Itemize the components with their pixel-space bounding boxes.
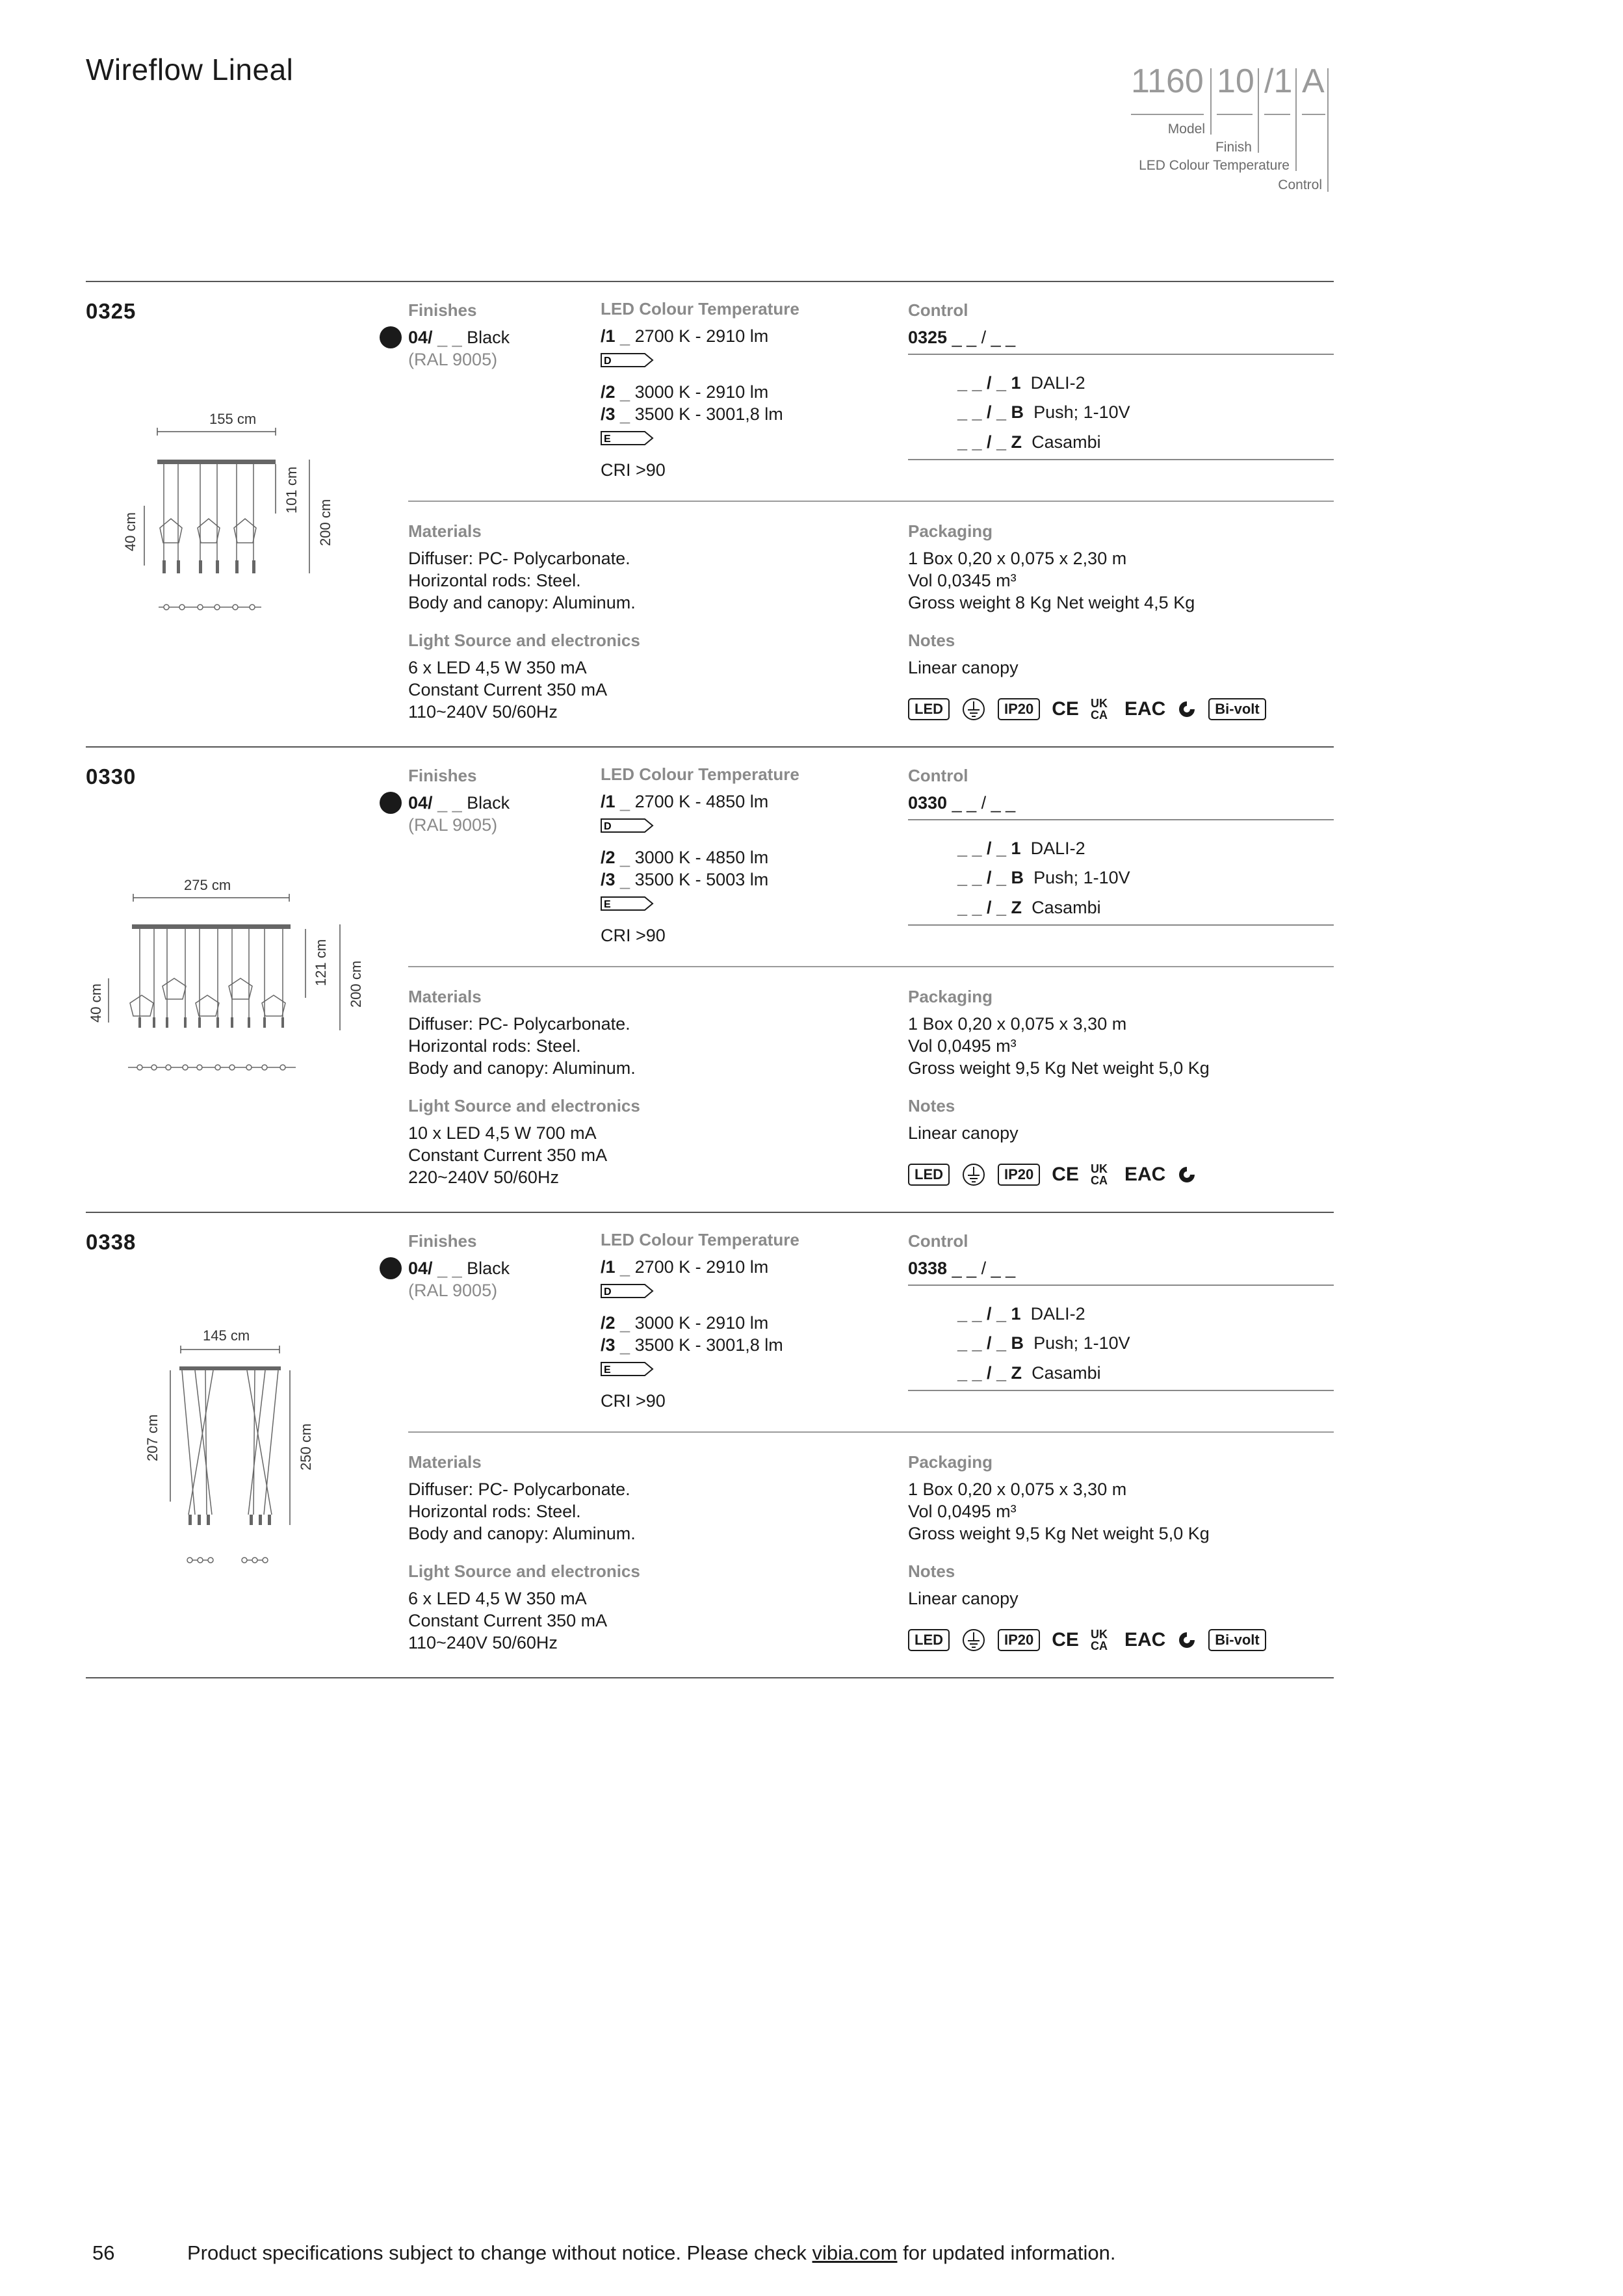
ukca-mark-icon: UK CA [1090, 697, 1108, 722]
legend-underline [1131, 114, 1204, 115]
packaging-line: Vol 0,0345 m³ [908, 571, 1017, 590]
footer-text: for updated information. [897, 2241, 1116, 2264]
finish-code: 04/ [408, 793, 433, 813]
finish-option [408, 792, 510, 814]
ip-rating-badge: IP20 [998, 1629, 1040, 1651]
control-option [957, 1362, 1101, 1384]
packaging-header: Packaging [908, 987, 993, 1006]
temp-code: /2 [601, 382, 616, 402]
control-option [957, 401, 1130, 423]
temp-value: 3000 K - 4850 lm [634, 848, 769, 867]
eac-mark-icon: EAC [1124, 698, 1166, 720]
light-source-line: Constant Current 350 mA [408, 680, 608, 699]
temp-code: /3 [601, 404, 616, 424]
control-code: 0330 [908, 793, 948, 813]
finish-ral: (RAL 9005) [408, 1281, 498, 1300]
energy-class: D [604, 356, 612, 367]
subsection-divider [408, 501, 1334, 502]
control-option-code: _ _ / _ Z [957, 432, 1022, 452]
control-option-label: Casambi [1032, 1363, 1101, 1383]
packaging-line: Gross weight 8 Kg Net weight 4,5 Kg [908, 593, 1195, 612]
led-badge: LED [908, 1164, 950, 1186]
temp-option-3: /3 _ 3500 K - 3001,8 lm [601, 404, 783, 424]
temp-value: 2700 K - 2910 lm [634, 1257, 769, 1277]
ip-rating-badge: IP20 [998, 698, 1040, 720]
finish-option [408, 326, 510, 348]
legend-divider [1327, 68, 1329, 192]
packaging-header: Packaging [908, 1452, 993, 1472]
temp-code: /1 [601, 326, 616, 346]
earth-ground-icon [961, 697, 986, 722]
drawing-width-label: 155 cm [209, 411, 257, 427]
led-temp-header: LED Colour Temperature [601, 764, 799, 784]
packaging-line: 1 Box 0,20 x 0,075 x 2,30 m [908, 549, 1127, 568]
product-drawing [117, 410, 403, 618]
drawing-right-label: 200 cm [348, 960, 364, 1008]
light-source-line: 110~240V 50/60Hz [408, 1633, 558, 1652]
energy-class: E [604, 434, 611, 445]
control-header: Control [908, 1231, 968, 1251]
packaging-line: 1 Box 0,20 x 0,075 x 3,30 m [908, 1480, 1127, 1499]
control-option-label: Casambi [1032, 432, 1101, 452]
recycling-leaf-icon [1177, 1165, 1197, 1184]
section-divider [86, 281, 1334, 282]
temp-option-1: /1 _ 2700 K - 2910 lm [601, 1257, 769, 1277]
cri-value: CRI >90 [601, 460, 666, 480]
temp-code: /2 [601, 848, 616, 867]
section-divider [86, 1212, 1334, 1213]
energy-class-label [601, 1284, 654, 1298]
control-option-label: Push; 1-10V [1033, 1333, 1130, 1353]
materials-line: Horizontal rods: Steel. [408, 1502, 581, 1521]
product-code: 0330 [86, 764, 136, 789]
energy-class: D [604, 1286, 612, 1298]
control-option [957, 837, 1085, 859]
light-source-line: 110~240V 50/60Hz [408, 702, 558, 722]
finish-ral: (RAL 9005) [408, 815, 498, 835]
control-option-label: DALI-2 [1030, 839, 1085, 858]
legend-underline [1217, 114, 1253, 115]
control-option-code: _ _ / _ 1 [957, 373, 1021, 393]
light-source-header: Light Source and electronics [408, 1096, 640, 1115]
control-code-row [908, 326, 1015, 348]
drawing-left-label: 40 cm [122, 512, 138, 551]
temp-option-2: /2 _ 3000 K - 2910 lm [601, 1313, 769, 1333]
notes-text: Linear canopy [908, 1123, 1019, 1143]
section-divider [86, 1677, 1334, 1678]
control-option-label: Push; 1-10V [1033, 402, 1130, 422]
ip-rating-badge: IP20 [998, 1164, 1040, 1186]
materials-line: Diffuser: PC- Polycarbonate. [408, 549, 630, 568]
control-code: 0325 [908, 328, 948, 347]
energy-class-label [601, 896, 654, 911]
control-divider [908, 819, 1334, 820]
finish-name: Black [467, 328, 510, 347]
temp-code: /3 [601, 1335, 616, 1355]
code-legend [1105, 62, 1339, 198]
energy-class-label [601, 1362, 654, 1376]
ce-mark-icon: CE [1052, 1164, 1079, 1185]
control-option [957, 896, 1101, 919]
legend-divider [1210, 68, 1212, 135]
finish-option [408, 1257, 510, 1279]
recycling-leaf-icon [1177, 1630, 1197, 1650]
packaging-line: Vol 0,0495 m³ [908, 1502, 1017, 1521]
temp-option-2: /2 _ 3000 K - 4850 lm [601, 848, 769, 867]
control-divider [908, 924, 1334, 926]
control-divider [908, 459, 1334, 460]
temp-value: 3000 K - 2910 lm [634, 382, 769, 402]
legend-temp-label: LED Colour Temperature [1139, 158, 1290, 173]
energy-class: E [604, 1364, 611, 1376]
legend-control-code: A [1302, 62, 1325, 100]
light-source-line: 6 x LED 4,5 W 350 mA [408, 1589, 587, 1608]
legend-underline [1264, 114, 1290, 115]
control-code: 0338 [908, 1259, 948, 1278]
temp-value: 2700 K - 4850 lm [634, 792, 769, 811]
light-source-line: 10 x LED 4,5 W 700 mA [408, 1123, 597, 1143]
materials-header: Materials [408, 521, 482, 541]
control-option-code: _ _ / _ Z [957, 898, 1022, 917]
bi-volt-badge: Bi-volt [1208, 698, 1266, 720]
footer-text: Product specifications subject to change without notice. Please check [187, 2241, 812, 2264]
materials-line: Diffuser: PC- Polycarbonate. [408, 1480, 630, 1499]
control-divider [908, 1285, 1334, 1286]
footer-link[interactable]: vibia.com [812, 2241, 898, 2264]
control-divider [908, 354, 1334, 355]
materials-line: Horizontal rods: Steel. [408, 571, 581, 590]
packaging-line: Gross weight 9,5 Kg Net weight 5,0 Kg [908, 1058, 1210, 1078]
packaging-header: Packaging [908, 521, 993, 541]
temp-code: /2 [601, 1313, 616, 1333]
energy-class: E [604, 899, 611, 910]
temp-option-2: /2 _ 3000 K - 2910 lm [601, 382, 769, 402]
ce-mark-icon: CE [1052, 1629, 1079, 1650]
packaging-line: 1 Box 0,20 x 0,075 x 3,30 m [908, 1014, 1127, 1034]
earth-ground-icon [961, 1628, 986, 1652]
notes-text: Linear canopy [908, 658, 1019, 677]
control-option-label: DALI-2 [1030, 1304, 1085, 1324]
temp-value: 3500 K - 3001,8 lm [634, 1335, 783, 1355]
temp-value: 3000 K - 2910 lm [634, 1313, 769, 1333]
eac-mark-icon: EAC [1124, 1164, 1166, 1185]
finish-blank: _ _ [437, 793, 462, 813]
temp-code: /1 [601, 792, 616, 811]
legend-temp-code: /1 [1264, 62, 1293, 100]
product-drawing [130, 1320, 338, 1580]
certification-icons [908, 696, 1266, 722]
control-option [957, 1303, 1085, 1325]
control-option [957, 372, 1085, 394]
temp-code: /3 [601, 870, 616, 889]
led-badge: LED [908, 698, 950, 720]
packaging-line: Vol 0,0495 m³ [908, 1036, 1017, 1056]
temp-option-1: /1 _ 2700 K - 2910 lm [601, 326, 769, 346]
led-badge: LED [908, 1629, 950, 1651]
energy-class: D [604, 821, 612, 832]
control-option-label: Push; 1-10V [1033, 868, 1130, 887]
control-code-row [908, 1257, 1015, 1279]
energy-class-label [601, 431, 654, 445]
legend-finish-code: 10 [1217, 62, 1254, 100]
legend-model-label: Model [1167, 122, 1205, 137]
finishes-header: Finishes [408, 300, 477, 320]
materials-header: Materials [408, 987, 482, 1006]
temp-option-3: /3 _ 3500 K - 3001,8 lm [601, 1335, 783, 1355]
led-temp-header: LED Colour Temperature [601, 299, 799, 319]
materials-line: Body and canopy: Aluminum. [408, 593, 636, 612]
notes-header: Notes [908, 631, 955, 650]
drawing-left-label: 207 cm [144, 1414, 161, 1461]
drawing-width-label: 275 cm [184, 877, 231, 893]
light-source-line: 220~240V 50/60Hz [408, 1168, 559, 1187]
finish-code: 04/ [408, 328, 433, 347]
finish-swatch-black [380, 1257, 402, 1279]
legend-control-label: Control [1278, 177, 1322, 192]
drawing-mid-label: 101 cm [283, 466, 300, 514]
drawing-right-label: 200 cm [317, 499, 333, 546]
ce-mark-icon: CE [1052, 698, 1079, 720]
finishes-header: Finishes [408, 766, 477, 785]
materials-line: Body and canopy: Aluminum. [408, 1524, 636, 1543]
finish-blank: _ _ [437, 1259, 462, 1278]
certification-icons [908, 1627, 1266, 1653]
finishes-header: Finishes [408, 1231, 477, 1251]
control-header: Control [908, 300, 968, 320]
control-option-code: _ _ / _ Z [957, 1363, 1022, 1383]
drawing-left-label: 40 cm [88, 984, 104, 1023]
bi-volt-badge: Bi-volt [1208, 1629, 1266, 1651]
page-number: 56 [92, 2241, 115, 2264]
control-option-code: _ _ / _ 1 [957, 839, 1021, 858]
earth-ground-icon [961, 1162, 986, 1187]
control-option-code: _ _ / _ 1 [957, 1304, 1021, 1324]
light-source-header: Light Source and electronics [408, 631, 640, 650]
materials-line: Horizontal rods: Steel. [408, 1036, 581, 1056]
materials-line: Diffuser: PC- Polycarbonate. [408, 1014, 630, 1034]
control-option [957, 1332, 1130, 1354]
legend-divider [1258, 68, 1259, 153]
finish-name: Black [467, 1259, 510, 1278]
control-option-label: DALI-2 [1030, 373, 1085, 393]
led-temp-header: LED Colour Temperature [601, 1230, 799, 1249]
energy-class-label [601, 818, 654, 833]
finish-blank: _ _ [437, 328, 462, 347]
finish-swatch-black [380, 326, 402, 348]
product-code: 0325 [86, 299, 136, 323]
legend-model-code: 1160 [1131, 62, 1204, 100]
finish-ral: (RAL 9005) [408, 350, 498, 369]
control-suffix: _ _ / _ _ [952, 1259, 1016, 1278]
control-option-code: _ _ / _ B [957, 868, 1024, 887]
control-suffix: _ _ / _ _ [952, 328, 1016, 347]
control-option [957, 431, 1101, 453]
temp-option-3: /3 _ 3500 K - 5003 lm [601, 870, 769, 889]
finish-code: 04/ [408, 1259, 433, 1278]
light-source-line: Constant Current 350 mA [408, 1611, 608, 1630]
control-option-code: _ _ / _ B [957, 1333, 1024, 1353]
control-option [957, 867, 1130, 889]
finish-name: Black [467, 793, 510, 813]
section-divider [86, 746, 1334, 748]
ukca-mark-icon: UK CA [1090, 1162, 1108, 1187]
cri-value: CRI >90 [601, 926, 666, 945]
notes-text: Linear canopy [908, 1589, 1019, 1608]
drawing-right-label: 250 cm [298, 1423, 314, 1470]
footer-disclaimer [187, 2241, 1116, 2265]
eac-mark-icon: EAC [1124, 1629, 1166, 1650]
legend-divider [1295, 68, 1297, 171]
notes-header: Notes [908, 1561, 955, 1581]
ukca-mark-icon: UK CA [1090, 1628, 1108, 1652]
control-option-label: Casambi [1032, 898, 1101, 917]
temp-value: 3500 K - 5003 lm [634, 870, 769, 889]
packaging-line: Gross weight 9,5 Kg Net weight 5,0 Kg [908, 1524, 1210, 1543]
energy-class-label [601, 353, 654, 367]
temp-code: /1 [601, 1257, 616, 1277]
recycling-leaf-icon [1177, 699, 1197, 719]
product-code: 0338 [86, 1230, 136, 1254]
subsection-divider [408, 1431, 1334, 1433]
legend-finish-label: Finish [1215, 140, 1252, 155]
materials-line: Body and canopy: Aluminum. [408, 1058, 636, 1078]
finish-swatch-black [380, 792, 402, 814]
light-source-line: Constant Current 350 mA [408, 1145, 608, 1165]
certification-icons [908, 1162, 1197, 1188]
materials-header: Materials [408, 1452, 482, 1472]
temp-option-1: /1 _ 2700 K - 4850 lm [601, 792, 769, 811]
temp-value: 3500 K - 3001,8 lm [634, 404, 783, 424]
drawing-mid-label: 121 cm [313, 939, 329, 986]
control-option-code: _ _ / _ B [957, 402, 1024, 422]
notes-header: Notes [908, 1096, 955, 1115]
legend-underline [1302, 114, 1325, 115]
temp-value: 2700 K - 2910 lm [634, 326, 769, 346]
drawing-width-label: 145 cm [203, 1327, 250, 1344]
product-drawing [81, 874, 393, 1089]
page-title: Wireflow Lineal [86, 53, 294, 86]
control-suffix: _ _ / _ _ [952, 793, 1016, 813]
control-divider [908, 1390, 1334, 1391]
control-code-row [908, 792, 1015, 814]
cri-value: CRI >90 [601, 1391, 666, 1411]
subsection-divider [408, 966, 1334, 967]
light-source-line: 6 x LED 4,5 W 350 mA [408, 658, 587, 677]
light-source-header: Light Source and electronics [408, 1561, 640, 1581]
control-header: Control [908, 766, 968, 785]
